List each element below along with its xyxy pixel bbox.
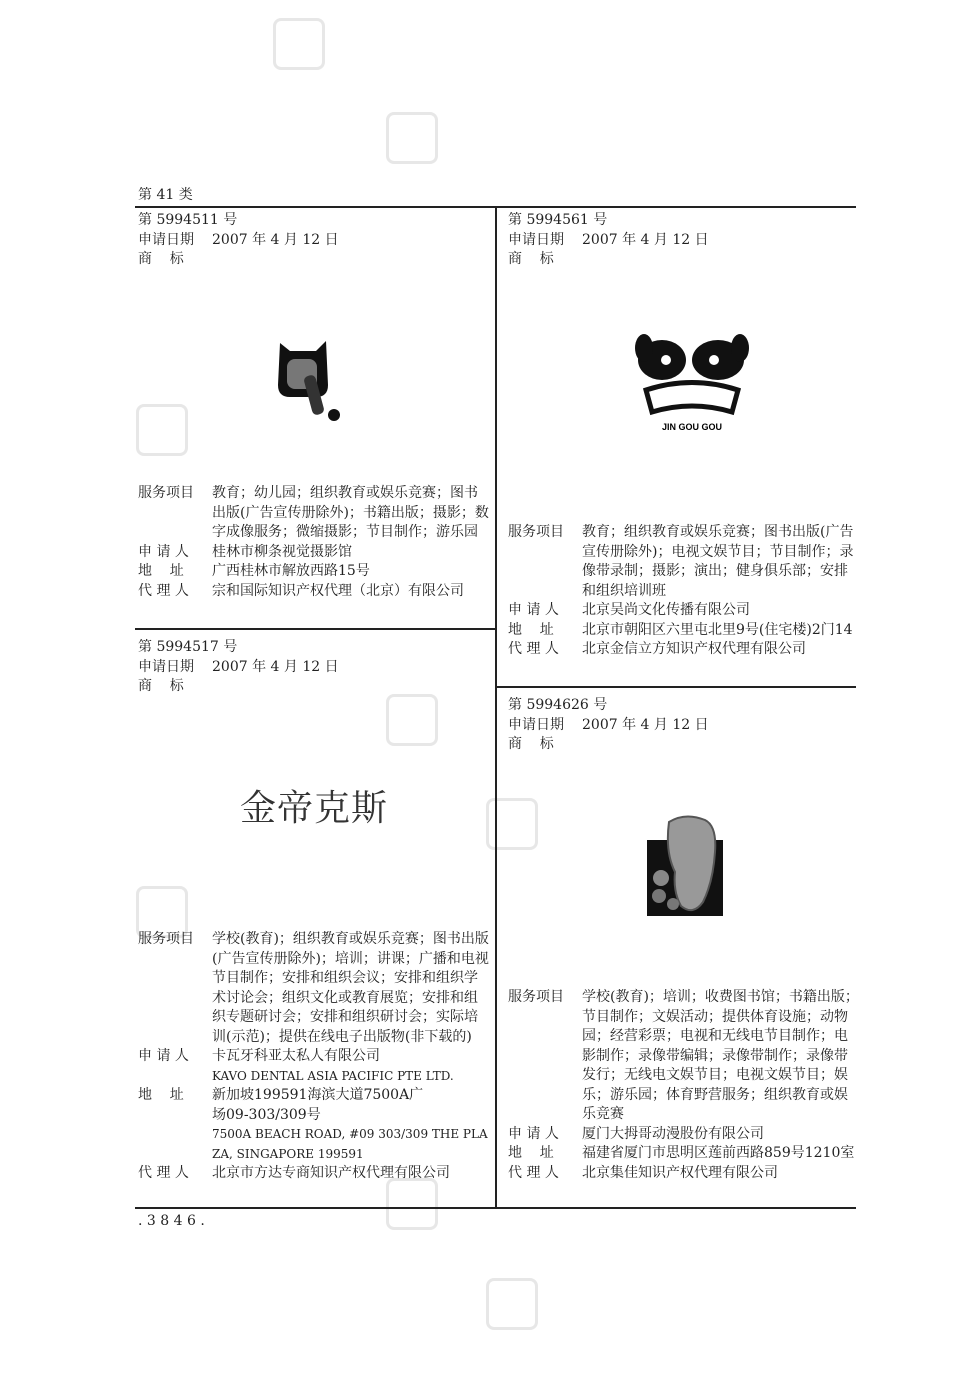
trademark-entry-5994626 [508,696,864,755]
date-label: 申请日期 [138,658,194,675]
address-label: 地 址 [508,621,554,638]
applicant-label: 申 请 人 [138,1048,189,1064]
date-label: 申请日期 [508,231,564,248]
trademark-entry-5994517 [138,638,494,697]
agent-value: 北京市方达专商知识产权代理有限公司 [212,1165,450,1181]
class-label: 第 41 类 [138,187,193,203]
application-date: 2007 年 4 月 12 日 [212,231,339,248]
services-value: 教育；幼儿园；组织教育或娱乐竞赛；图书出版(广告宣传册除外)；书籍出版；摄影；数字成像服务；微缩摄影；节目制作；游乐园 [212,485,489,540]
address-label: 地 址 [138,563,184,579]
address-value: 新加坡199591海滨大道7500A广场09-303/309号 [212,1087,424,1123]
trademark-logo-thumb [645,812,727,918]
mark-label: 商 标 [508,736,554,752]
applicant-label: 申 请 人 [138,543,189,560]
watermark-icon [386,112,438,164]
application-date: 2007 年 4 月 12 日 [582,716,709,733]
watermark-icon [386,694,438,746]
column-divider [495,206,497,1208]
application-date: 2007 年 4 月 12 日 [582,231,709,248]
entry-details [138,930,494,1184]
application-date: 2007 年 4 月 12 日 [212,658,339,675]
applicant-label: 申 请 人 [508,1125,559,1142]
services-value: 学校(教育)；培训；收费图书馆；书籍出版；节目制作；文娱活动；提供体育设施；动物园；经营彩票；电视和无线电节目制作；电影制作；录像带编辑；录像带制作；录像带发行；无线电文娱节目；电视文娱节目；娱乐；游乐园；体育野营服务；组织教育或娱乐竞赛 [582,989,859,1122]
applicant-value: 厦门大拇哥动漫股份有限公司 [582,1125,764,1142]
agent-value: 北京金信立方知识产权代理有限公司 [582,641,806,657]
divider [497,686,856,688]
entry-details [138,484,494,601]
address-en-value: 7500A BEACH ROAD, #09 303/309 THE PLAZA, SINGAPORE 199591 [212,1127,488,1161]
services-label: 服务项目 [138,485,194,501]
services-label: 服务项目 [138,931,194,947]
mark-label: 商 标 [138,251,184,267]
agent-value: 宗和国际知识产权代理（北京）有限公司 [212,582,464,599]
date-label: 申请日期 [508,716,564,733]
trademark-entry-5994511 [138,211,494,270]
agent-value: 北京集佳知识产权代理有限公司 [582,1164,778,1181]
address-label: 地 址 [508,1145,554,1161]
applicant-en-value: KAVO DENTAL ASIA PACIFIC PTE LTD. [212,1068,454,1083]
logo-text: JIN GOU GOU [661,422,723,432]
address-value: 福建省厦门市思明区莲前西路859号1210室 [582,1145,855,1161]
mark-label: 商 标 [138,678,184,694]
mark-label: 商 标 [508,251,554,267]
entry-details [508,988,864,1183]
divider [135,1207,856,1209]
registration-number: 第 5994517 号 [138,639,238,655]
watermark-icon [386,1178,438,1230]
services-value: 教育；组织教育或娱乐竞赛；图书出版(广告宣传册除外)；电视文娱节目；节目制作；录像带录制；摄影；演出；健身俱乐部；安排和组织培训班 [582,524,854,599]
address-label: 地 址 [138,1087,184,1103]
applicant-value: 桂林市柳条视觉摄影馆 [212,543,352,560]
services-label: 服务项目 [508,989,564,1005]
watermark-icon [273,18,325,70]
trademark-text-mark: 金帝克斯 [240,788,389,829]
watermark-icon [136,404,188,456]
trademark-logo-dogs [632,330,752,435]
applicant-label: 申 请 人 [508,602,559,618]
divider [135,628,495,630]
services-label: 服务项目 [508,524,564,540]
registration-number: 第 5994511 号 [138,212,238,228]
watermark-icon [486,798,538,850]
applicant-value: 卡瓦牙科亚太私人有限公司 [212,1048,380,1064]
agent-label: 代 理 人 [138,1165,189,1181]
agent-label: 代 理 人 [508,1164,559,1181]
applicant-value: 北京吴尚文化传播有限公司 [582,602,750,618]
trademark-logo-keyhole [270,335,350,430]
address-value: 北京市朝阳区六里屯北里9号(住宅楼)2门14 [582,621,853,638]
date-label: 申请日期 [138,231,194,248]
agent-label: 代 理 人 [138,582,189,599]
services-value: 学校(教育)；组织教育或娱乐竞赛；图书出版(广告宣传册除外)；培训；讲课；广播和电视节目制作；安排和组织会议；安排和组织学术讨论会；组织文化或教育展览；安排和组织专题研讨会；安排和组织研讨会；实际培训(示范)；提供在线电子出版物(非下载的) [212,931,489,1045]
watermark-icon [486,1278,538,1330]
entry-details [508,523,864,660]
address-value: 广西桂林市解放西路15号 [212,563,370,579]
page-number: . 3 8 4 6 . [138,1213,205,1229]
registration-number: 第 5994561 号 [508,212,608,228]
agent-label: 代 理 人 [508,641,559,657]
trademark-entry-5994561 [508,211,864,270]
registration-number: 第 5994626 号 [508,697,608,713]
